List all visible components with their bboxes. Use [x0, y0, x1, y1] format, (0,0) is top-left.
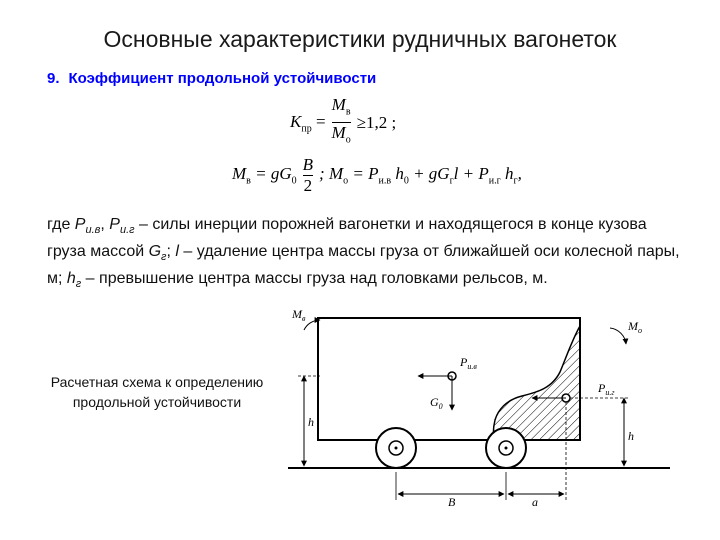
- definitions-paragraph: [47, 214, 687, 296]
- f1-num: M: [331, 95, 346, 114]
- f2-a: M: [232, 164, 247, 184]
- f2-e-sub: и.в: [378, 175, 392, 187]
- para-h-sub: г: [75, 278, 82, 291]
- f2-d-sub: о: [343, 175, 349, 187]
- para-text-1: где: [47, 216, 75, 233]
- para-p-ig-sub: и.г: [119, 224, 135, 237]
- section-heading-text: Коэффициент продольной устойчивости: [68, 70, 377, 87]
- f2-e: = P: [352, 164, 379, 184]
- f2-d: ; M: [319, 164, 344, 184]
- para-text-4: ;: [166, 243, 176, 261]
- para-p-ig: P: [109, 216, 120, 233]
- f2-f-sub: 0: [403, 175, 409, 187]
- f2-i-sub: г: [513, 175, 518, 187]
- f2-j: ,: [517, 164, 522, 184]
- section-number: 9.: [47, 70, 60, 87]
- diagram-caption: Расчетная схема к определению продольной устойчивости: [50, 374, 264, 410]
- para-text-3: – силы инерции порожней вагонетки и находящегося в конце кузова груза массой: [47, 216, 647, 261]
- label-hg: h: [628, 429, 634, 443]
- f2-a-sub: в: [246, 175, 251, 187]
- label-mo: $M_о$: [628, 319, 642, 335]
- label-b: B: [448, 495, 456, 509]
- para-text-2: ,: [100, 216, 110, 233]
- label-mv: $M_в$: [292, 307, 306, 323]
- f1-rhs: ≥1,2 ;: [356, 112, 397, 132]
- f2-c-den: 2: [303, 176, 313, 195]
- label-piv: $P_{и.в}$: [460, 355, 477, 371]
- f1-eq: =: [315, 111, 326, 131]
- f2-c-num: B: [302, 155, 314, 174]
- f2-g: + gG: [413, 164, 450, 184]
- f2-b: = gG: [255, 164, 292, 184]
- para-g-sub: г: [161, 251, 167, 264]
- right-wheel: [486, 428, 526, 468]
- para-text-6: – превышение центра массы груза над головками рельсов, м.: [81, 270, 548, 288]
- para-h: h: [66, 270, 76, 288]
- f2-fraction: [303, 156, 313, 195]
- para-p-iv-sub: и.в: [85, 224, 101, 237]
- f1-lhs-sub: пр: [301, 123, 312, 135]
- f1-den: M: [331, 123, 346, 143]
- f2-b-sub: 0: [291, 175, 297, 187]
- stability-diagram: [280, 300, 680, 520]
- f2-h-sub: и.г: [488, 175, 501, 187]
- left-wheel: [376, 428, 416, 468]
- f1-lhs: K: [290, 111, 302, 131]
- label-a: a: [532, 495, 538, 509]
- moment-arc-mo: [610, 328, 626, 344]
- f1-fraction: [332, 96, 351, 150]
- label-pig: $P_{и.г}$: [598, 381, 615, 397]
- f2-h: l + P: [453, 164, 489, 184]
- f1-den-sub: о: [345, 134, 351, 146]
- section-heading: [47, 70, 376, 87]
- para-l: l: [175, 243, 179, 261]
- f2-g-sub: г: [449, 175, 454, 187]
- para-g: G: [148, 243, 162, 261]
- cargo-region: [493, 326, 580, 440]
- para-text-5: – удаление центра массы груза от ближайшей оси колесной пары, м;: [47, 243, 680, 288]
- label-h0: h: [308, 415, 314, 429]
- f2-i: h: [504, 164, 514, 184]
- moment-formula: [232, 156, 522, 204]
- label-g0: $G_0$: [430, 395, 443, 411]
- para-p-iv: P: [74, 216, 86, 233]
- f1-num-sub: в: [345, 106, 351, 118]
- f2-f: h: [395, 164, 404, 184]
- slide-title: Основные характеристики рудничных вагонеток: [103, 26, 617, 52]
- stability-coefficient-formula: [290, 96, 396, 144]
